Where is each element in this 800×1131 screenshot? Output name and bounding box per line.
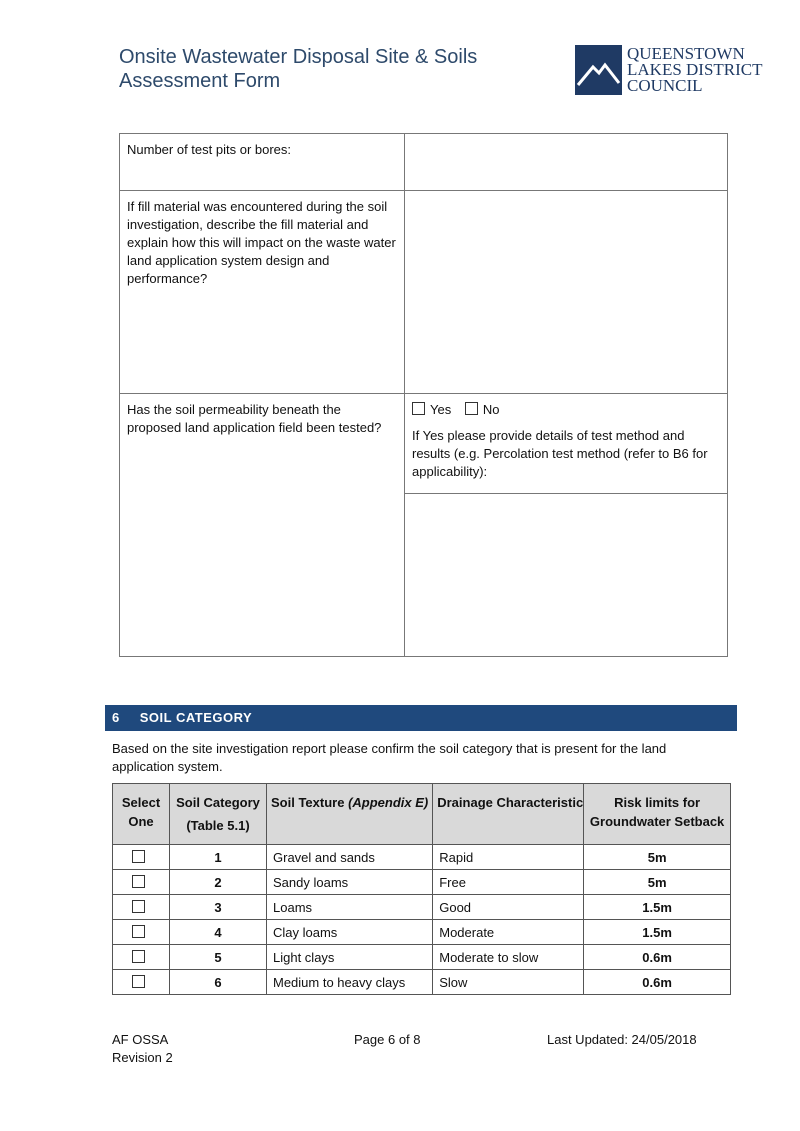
select-checkbox[interactable] (132, 900, 145, 913)
page-title (119, 45, 477, 93)
logo-text-3: COUNCIL (627, 76, 703, 95)
test-pits-label: Number of test pits or bores: (120, 134, 405, 191)
footer-revision: Revision 2 (112, 1050, 173, 1065)
header-category-sub: (Table 5.1) (186, 818, 250, 833)
category-cell: 3 (170, 895, 267, 920)
mountain-logo-icon (575, 45, 622, 95)
category-cell: 2 (170, 870, 267, 895)
logo-text-2: LAKES DISTRICT (627, 60, 763, 79)
risk-cell: 5m (584, 845, 731, 870)
texture-cell: Loams (267, 895, 433, 920)
section-intro: Based on the site investigation report please confirm the soil category that is present for the land application system. (112, 741, 667, 774)
risk-cell: 1.5m (584, 920, 731, 945)
category-cell: 1 (170, 845, 267, 870)
risk-cell: 5m (584, 870, 731, 895)
header-risk: Risk limits for Groundwater Setback (584, 784, 731, 845)
select-cell (113, 945, 170, 970)
footer-doc-id: AF OSSA (112, 1032, 169, 1047)
permeability-detail-label: If Yes please provide details of test method and results (e.g. Percolation test method (refer to B6 for applicability): (412, 428, 708, 479)
fill-material-label: If fill material was encountered during the soil investigation, describe the fill material and explain how this will impact on the waste water land application system design and performance? (120, 191, 405, 394)
category-cell: 5 (170, 945, 267, 970)
soil-row (113, 970, 731, 995)
soil-row (113, 870, 731, 895)
select-checkbox[interactable] (132, 925, 145, 938)
section-header (105, 705, 737, 731)
select-checkbox[interactable] (132, 975, 145, 988)
select-cell (113, 845, 170, 870)
soil-category-table (112, 783, 731, 995)
drainage-cell: Free (433, 870, 584, 895)
header-drainage: Drainage Characteristic (433, 784, 584, 845)
drainage-cell: Moderate to slow (433, 945, 584, 970)
select-cell (113, 870, 170, 895)
no-label: No (482, 402, 500, 417)
section-number: 6 (112, 710, 120, 725)
header-category-label: Soil Category (176, 795, 260, 810)
texture-cell: Light clays (267, 945, 433, 970)
header-texture-ref: (Appendix E) (348, 795, 429, 810)
yes-checkbox[interactable] (412, 402, 425, 415)
header-category (170, 784, 267, 845)
footer-page: Page 6 of 8 (354, 1032, 421, 1047)
drainage-cell: Good (433, 895, 584, 920)
footer-doc (112, 1031, 173, 1067)
soil-row (113, 920, 731, 945)
select-cell (113, 895, 170, 920)
soil-row (113, 895, 731, 920)
select-cell (113, 920, 170, 945)
permeability-details-input[interactable] (405, 494, 728, 657)
texture-cell: Gravel and sands (267, 845, 433, 870)
select-cell (113, 970, 170, 995)
fill-material-input[interactable] (405, 191, 728, 394)
soil-row (113, 945, 731, 970)
texture-cell: Sandy loams (267, 870, 433, 895)
soil-investigation-table (119, 133, 728, 657)
header-texture (267, 784, 433, 845)
permeability-label: Has the soil permeability beneath the proposed land application field been tested? (120, 394, 405, 657)
texture-cell: Clay loams (267, 920, 433, 945)
soil-row (113, 845, 731, 870)
select-checkbox[interactable] (132, 850, 145, 863)
title-line-2: Assessment Form (119, 70, 281, 92)
category-cell: 4 (170, 920, 267, 945)
drainage-cell: Slow (433, 970, 584, 995)
council-logo (575, 45, 763, 95)
drainage-cell: Rapid (433, 845, 584, 870)
no-checkbox[interactable] (465, 402, 478, 415)
select-checkbox[interactable] (132, 875, 145, 888)
footer-updated: Last Updated: 24/05/2018 (547, 1032, 697, 1047)
select-checkbox[interactable] (132, 950, 145, 963)
header-texture-label: Soil Texture (271, 795, 349, 810)
category-cell: 6 (170, 970, 267, 995)
risk-cell: 0.6m (584, 970, 731, 995)
test-pits-input[interactable] (405, 134, 728, 191)
logo-text-1: QUEENSTOWN (627, 44, 745, 63)
header-select: Select One (113, 784, 170, 845)
section-title: SOIL CATEGORY (139, 710, 253, 725)
drainage-cell: Moderate (433, 920, 584, 945)
title-line-1: Onsite Wastewater Disposal Site & Soils (119, 46, 478, 68)
texture-cell: Medium to heavy clays (267, 970, 433, 995)
risk-cell: 1.5m (584, 895, 731, 920)
yes-label: Yes (430, 402, 452, 417)
risk-cell: 0.6m (584, 945, 731, 970)
